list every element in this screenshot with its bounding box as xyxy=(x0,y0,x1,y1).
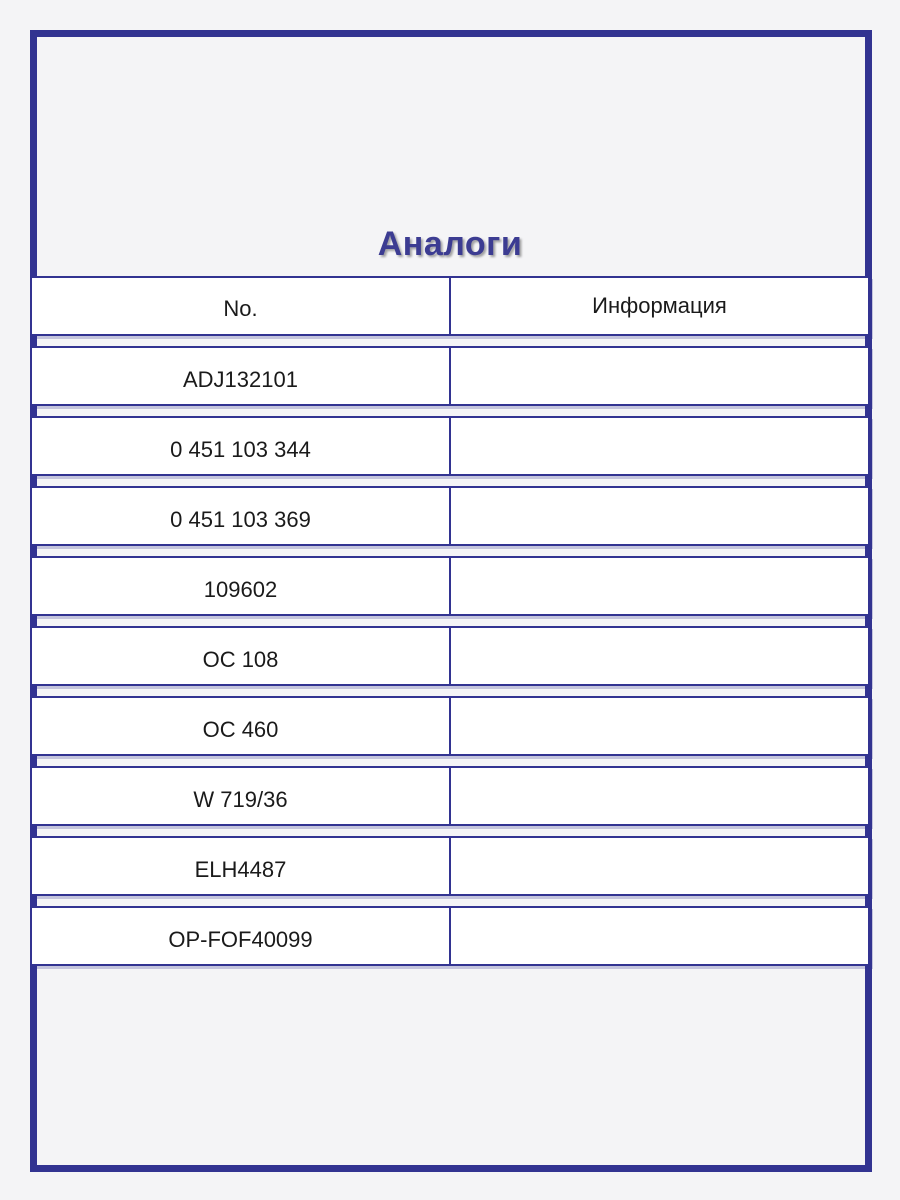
row-info-cell xyxy=(451,698,868,754)
row-no-cell: 109602 xyxy=(32,558,451,614)
row-info-cell xyxy=(451,768,868,824)
table-row xyxy=(30,766,870,826)
row-no-cell: 0 451 103 344 xyxy=(32,418,451,474)
row-info-cell xyxy=(451,558,868,614)
row-info-cell xyxy=(451,348,868,404)
row-no-cell: OC 108 xyxy=(32,628,451,684)
row-no-cell: ELH4487 xyxy=(32,838,451,894)
table-row xyxy=(30,556,870,616)
header-no: No. xyxy=(32,278,451,334)
table-row xyxy=(30,626,870,686)
row-no-cell: W 719/36 xyxy=(32,768,451,824)
row-info-cell xyxy=(451,628,868,684)
row-info-cell xyxy=(451,838,868,894)
row-no-cell: OC 460 xyxy=(32,698,451,754)
row-no-cell: 0 451 103 369 xyxy=(32,488,451,544)
row-no-cell: OP-FOF40099 xyxy=(32,908,451,964)
table-row xyxy=(30,486,870,546)
row-info-cell xyxy=(451,908,868,964)
page-title: Аналоги xyxy=(377,225,523,263)
row-info-cell xyxy=(451,488,868,544)
table-row xyxy=(30,906,870,966)
table-header xyxy=(30,276,870,336)
table-row xyxy=(30,346,870,406)
table-row xyxy=(30,696,870,756)
header-info: Информация xyxy=(592,293,727,318)
table-row xyxy=(30,416,870,476)
row-no-cell: ADJ132101 xyxy=(32,348,451,404)
row-info-cell xyxy=(451,418,868,474)
table-row xyxy=(30,836,870,896)
